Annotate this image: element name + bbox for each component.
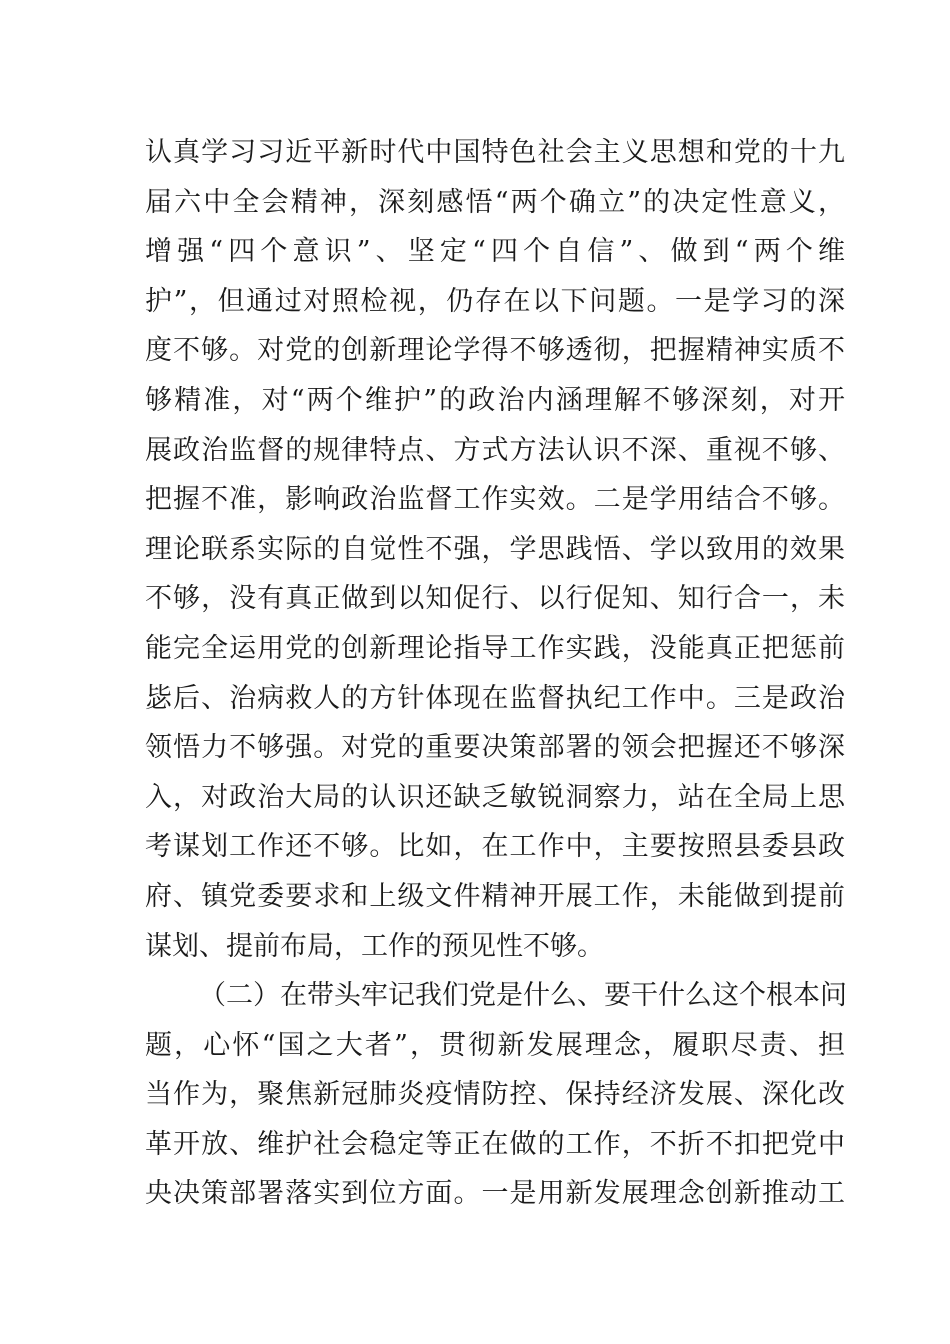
text-line: 革开放、维护社会稳定等正在做的工作，不折不扣把党中 [145,1128,845,1160]
text-line: 够精准，对“两个维护”的政治内涵理解不够深刻，对开 [145,384,845,416]
text-line: 题，心怀“国之大者”，贯彻新发展理念，履职尽责、担 [145,1029,845,1061]
text-line: 度不够。对党的创新理论学得不够透彻，把握精神实质不 [145,335,845,367]
body-text [145,128,845,1219]
text-line: 府、镇党委要求和上级文件精神开展工作，未能做到提前 [145,880,845,912]
text-line: 领悟力不够强。对党的重要决策部署的领会把握还不够深 [145,732,845,764]
text-line: 认真学习习近平新时代中国特色社会主义思想和党的十九 [145,137,845,168]
text-line: 考谋划工作还不够。比如，在工作中，主要按照县委县政 [145,831,845,863]
text-line: 届六中全会精神，深刻感悟“两个确立”的决定性意义， [145,186,845,218]
text-line: 央决策部署落实到位方面。一是用新发展理念创新推动工 [145,1178,845,1210]
text-line: 理论联系实际的自觉性不强，学思践悟、学以致用的效果 [145,533,845,565]
text-line: 增强“四个意识”、坚定“四个自信”、做到“两个维 [145,236,845,268]
text-line: 毖后、治病救人的方针体现在监督执纪工作中。三是政治 [145,682,845,714]
paragraph-start-line: （二）在带头牢记我们党是什么、要干什么这个根本问 [199,980,847,1012]
text-line: 能完全运用党的创新理论指导工作实践，没能真正把惩前 [145,632,845,664]
text-line: 把握不准，影响政治监督工作实效。二是学用结合不够。 [145,484,845,516]
text-line: 不够，没有真正做到以知促行、以行促知、知行合一，未 [145,583,845,615]
paragraph-end-line: 谋划、提前布局，工作的预见性不够。 [145,930,604,962]
text-line: 护”，但通过对照检视，仍存在以下问题。一是学习的深 [145,285,845,317]
text-line: 当作为，聚焦新冠肺炎疫情防控、保持经济发展、深化改 [145,1079,845,1111]
text-line: 入，对政治大局的认识还缺乏敏锐洞察力，站在全局上思 [145,781,845,813]
text-line: 展政治监督的规律特点、方式方法认识不深、重视不够、 [145,434,845,466]
